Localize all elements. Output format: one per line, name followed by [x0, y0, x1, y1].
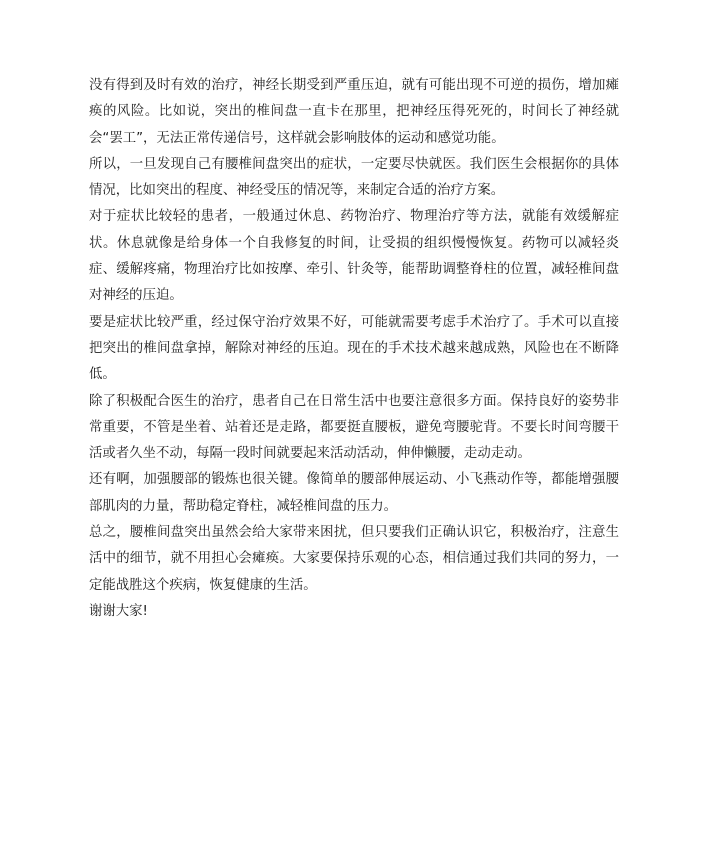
closing-line: 谢谢大家! — [89, 603, 148, 619]
paragraph-1: 没有得到及时有效的治疗，神经长期受到严重压迫，就有可能出现不可逆的损伤，增加瘫痪的风险。比如说，突出的椎间盘一直卡在那里，把神经压得死死的，时间长了神经就会“罢工”，无法正常传递信号，这样就会影响肢体的运动和感觉功能。 — [89, 78, 619, 146]
paragraph-5: 除了积极配合医生的治疗，患者自己在日常生活中也要注意很多方面。保持良好的姿势非常重要，不管是坐着、站着还是走路，都要挺直腰板，避免弯腰驼背。不要长时间弯腰干活或者久坐不动，每隔一段时间就要起来活动活动，伸伸懒腰，走动走动。 — [89, 393, 619, 462]
paragraph-6: 还有啊，加强腰部的锻炼也很关键。像简单的腰部伸展运动、小飞燕动作等，都能增强腰部肌肉的力量，帮助稳定脊柱，减轻椎间盘的压力。 — [89, 472, 619, 514]
paragraph-4: 要是症状比较严重，经过保守治疗效果不好，可能就需要考虑手术治疗了。手术可以直接把突出的椎间盘拿掉，解除对神经的压迫。现在的手术技术越来越成熟，风险也在不断降低。 — [89, 314, 619, 383]
paragraph-3: 对于症状比较轻的患者，一般通过休息、药物治疗、物理治疗等方法，就能有效缓解症状。休息就像是给身体一个自我修复的时间，让受损的组织慢慢恢复。药物可以减轻炎症、缓解疼痛，物理治疗比如按摩、牵引、针灸等，能帮助调整脊柱的位置，减轻椎间盘对神经的压迫。 — [89, 209, 619, 304]
paragraph-2: 所以，一旦发现自己有腰椎间盘突出的症状，一定要尽快就医。我们医生会根据你的具体情况，比如突出的程度、神经受压的情况等，来制定合适的治疗方案。 — [89, 156, 619, 199]
document-body — [89, 73, 619, 625]
paragraph-7: 总之，腰椎间盘突出虽然会给大家带来困扰，但只要我们正确认识它，积极治疗，注意生活中的细节，就不用担心会瘫痪。大家要保持乐观的心态，相信通过我们共同的努力，一定能战胜这个疾病，恢复健康的生活。 — [89, 525, 619, 593]
